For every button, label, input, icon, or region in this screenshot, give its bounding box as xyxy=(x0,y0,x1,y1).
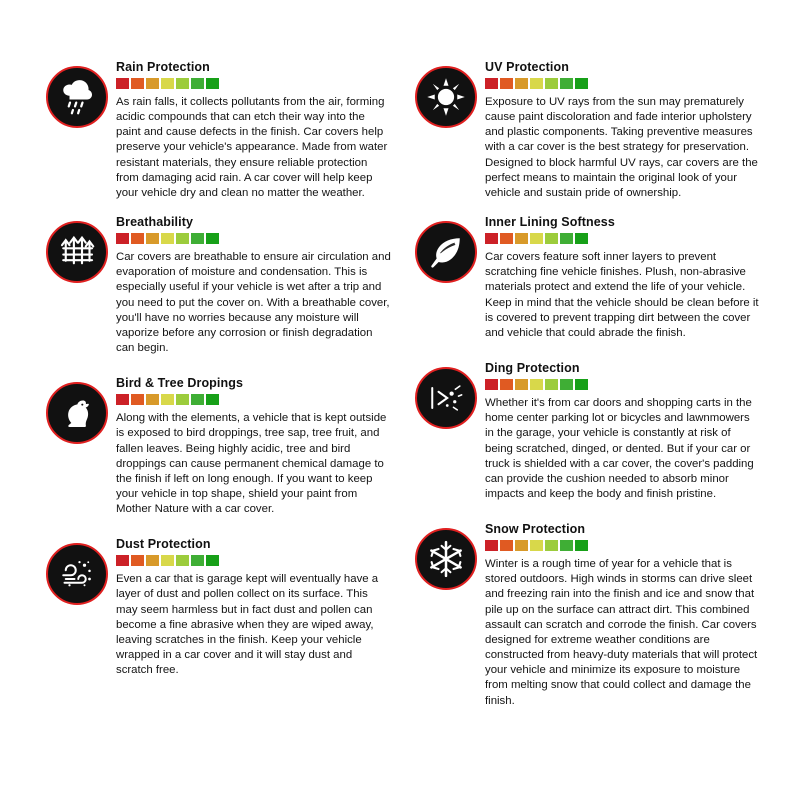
rating-segment xyxy=(545,540,558,551)
rating-segment xyxy=(131,233,144,244)
feature-title: Bird & Tree Dropings xyxy=(116,376,244,391)
icon-wrap xyxy=(40,60,114,128)
rating-segment xyxy=(116,394,129,405)
feature-title: Dust Protection xyxy=(116,537,211,552)
feature-text: Whether it's from car doors and shopping carts in the home center parking lot or bicycles and lawnmowers in the garage, your vehicle is constantly at risk of being scratched, dinged, or dented. But if your car or truck is shielded with a car cover, the cover's padding can provide the cushion needed to absorb minor impacts and keep the body and finish pristine. xyxy=(485,397,754,500)
rating-segment xyxy=(131,78,144,89)
rating-segment xyxy=(161,555,174,566)
rating-segment xyxy=(116,233,129,244)
feature-title: Inner Lining Softness xyxy=(485,215,615,230)
rating-segment xyxy=(176,394,189,405)
rating-segment xyxy=(485,78,498,89)
icon-wrap xyxy=(409,361,483,429)
feature-dust-protection xyxy=(40,537,391,678)
rating-segment xyxy=(545,233,558,244)
rating-segment xyxy=(575,540,588,551)
icon-wrap xyxy=(409,215,483,283)
rating-segment xyxy=(560,233,573,244)
rating-segment xyxy=(146,394,159,405)
rating-segment xyxy=(485,540,498,551)
rating-segment xyxy=(530,379,543,390)
feature-text: Car covers feature soft inner layers to prevent scratching fine vehicle finishes. Plush, non-abrasive materials protect and extend the life of your vehicle. Keep in mind that the vehicle should be clean before it is covered to prevent trapping dirt between the cover and vehicle that could abrade the finish. xyxy=(485,251,759,339)
feature-body xyxy=(483,522,760,709)
rating-segment xyxy=(146,233,159,244)
right-column xyxy=(409,60,760,717)
rating-segment xyxy=(575,78,588,89)
rating-segment xyxy=(206,394,219,405)
feature-bird-tree-dropings xyxy=(40,376,391,517)
icon-wrap xyxy=(40,215,114,283)
feature-breathability xyxy=(40,215,391,356)
rating-segment xyxy=(515,233,528,244)
rating-bar xyxy=(116,394,391,405)
rating-segment xyxy=(206,555,219,566)
feature-body xyxy=(114,215,391,356)
rating-bar xyxy=(485,379,760,390)
rating-segment xyxy=(191,78,204,89)
rating-segment xyxy=(176,233,189,244)
rating-segment xyxy=(161,78,174,89)
icon-wrap xyxy=(40,537,114,605)
rating-segment xyxy=(161,233,174,244)
rating-bar xyxy=(116,233,391,244)
rating-segment xyxy=(146,555,159,566)
feature-text: Car covers are breathable to ensure air circulation and evaporation of moisture and condensation. This is especially useful if your vehicle is wet after a trip and you need to put the cover on. With a breathable cover, you'll have no worries because any moisture will vaporize before any corrosion or finish degradation can begin. xyxy=(116,251,391,355)
feature-title: Ding Protection xyxy=(485,361,580,376)
feature-text: Exposure to UV rays from the sun may prematurely cause paint discoloration and fade interior upholstery and plastic components. Taking preventive measures with a car cover is the best strategy for preservation. Designed to block harmful UV rays, car covers are the perfect means to maintain the original look of your vehicle and sustain pride of ownership. xyxy=(485,96,758,199)
rating-segment xyxy=(545,379,558,390)
rating-segment xyxy=(500,233,513,244)
feature-snow-protection xyxy=(409,522,760,709)
rating-segment xyxy=(575,379,588,390)
rating-bar xyxy=(485,540,760,551)
feature-text: Even a car that is garage kept will eventually have a layer of dust and pollen collect on its surface. This may seem harmless but in fact dust and pollen can become a fine abrasive when they are wiped away, leaving scratches in the finish. Keep your vehicle wrapped in a car cover and it will stay dust and scratch free. xyxy=(116,573,379,677)
rating-bar xyxy=(485,78,760,89)
rating-segment xyxy=(530,540,543,551)
rating-segment xyxy=(191,394,204,405)
rating-segment xyxy=(560,540,573,551)
feature-body xyxy=(114,537,391,678)
feature-body xyxy=(483,361,760,502)
rating-segment xyxy=(161,394,174,405)
feature-ding-protection xyxy=(409,361,760,502)
breathability-arrows-icon xyxy=(46,221,108,283)
rating-bar xyxy=(116,78,391,89)
rating-segment xyxy=(116,78,129,89)
rating-segment xyxy=(191,233,204,244)
rating-segment xyxy=(515,540,528,551)
feature-title: Breathability xyxy=(116,215,194,230)
feature-title: Snow Protection xyxy=(485,522,586,537)
icon-wrap xyxy=(409,522,483,590)
rating-segment xyxy=(500,78,513,89)
rating-segment xyxy=(131,555,144,566)
rating-segment xyxy=(206,78,219,89)
feature-body xyxy=(483,215,760,341)
feature-inner-lining-softness xyxy=(409,215,760,341)
dust-particles-icon xyxy=(46,543,108,605)
rating-segment xyxy=(485,233,498,244)
icon-wrap xyxy=(40,376,114,444)
feature-body xyxy=(114,60,391,201)
feature-text: Winter is a rough time of year for a vehicle that is stored outdoors. High winds in storms can drive sleet and freezing rain into the finish and ice and snow that pile up on the surface can attract dirt. This combined assault can scratch and corrode the finish. Car covers designed for extreme weather conditions are constructed from heavy-duty materials that will protect your vehicle and minimize its exposure to moisture from melting snow that could collect and damage the finish. xyxy=(485,558,758,707)
rating-bar xyxy=(116,555,391,566)
rating-segment xyxy=(116,555,129,566)
rating-segment xyxy=(530,233,543,244)
feature-text: As rain falls, it collects pollutants from the air, forming acidic compounds that can etch their way into the paint and cause defects in the finish. Car covers help preserve your vehicle's appearance. Made from water resistant materials, they ensure reliable protection from damaging acid rain. A car cover will help keep your vehicle dry and clean no matter the weather. xyxy=(116,96,388,199)
bird-icon xyxy=(46,382,108,444)
sun-icon xyxy=(415,66,477,128)
left-column xyxy=(40,60,391,686)
rating-segment xyxy=(485,379,498,390)
rating-segment xyxy=(176,78,189,89)
feature-title: Rain Protection xyxy=(116,60,210,74)
rating-bar xyxy=(485,233,760,244)
rating-segment xyxy=(191,555,204,566)
rating-segment xyxy=(560,379,573,390)
rating-segment xyxy=(530,78,543,89)
rating-segment xyxy=(176,555,189,566)
rain-cloud-icon xyxy=(46,66,108,128)
feature-columns xyxy=(40,60,760,717)
rating-segment xyxy=(146,78,159,89)
feather-icon xyxy=(415,221,477,283)
rating-segment xyxy=(515,379,528,390)
feature-body xyxy=(483,60,760,201)
feature-rain-protection xyxy=(40,60,391,201)
rating-segment xyxy=(575,233,588,244)
rating-segment xyxy=(560,78,573,89)
rating-segment xyxy=(545,78,558,89)
rating-segment xyxy=(515,78,528,89)
rating-segment xyxy=(500,540,513,551)
feature-title: UV Protection xyxy=(485,60,569,74)
feature-text: Along with the elements, a vehicle that is kept outside is exposed to bird droppings, tree sap, tree fruit, and fallen leaves. Being highly acidic, tree and bird droppings can cause permanent chemical damage to the finish if left on long enough. If you want to keep your vehicle in top shape, shield your paint from Mother Nature with a car cover. xyxy=(116,412,387,516)
rating-segment xyxy=(206,233,219,244)
snowflake-icon xyxy=(415,528,477,590)
ding-impact-icon xyxy=(415,367,477,429)
icon-wrap xyxy=(409,60,483,128)
rating-segment xyxy=(131,394,144,405)
rating-segment xyxy=(500,379,513,390)
feature-uv-protection xyxy=(409,60,760,201)
feature-body xyxy=(114,376,391,517)
